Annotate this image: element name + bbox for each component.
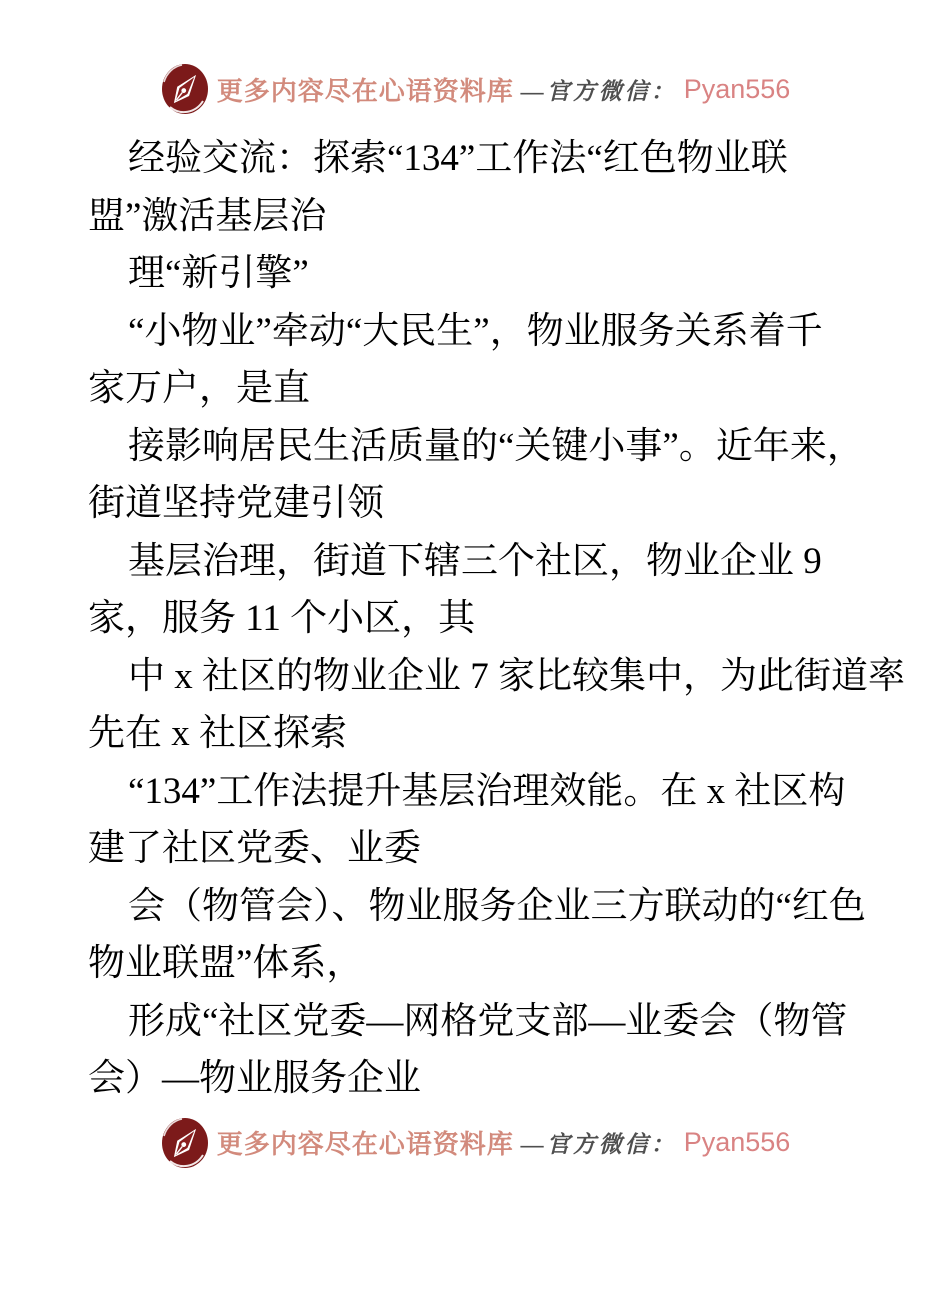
watermark-wechat-id: Pyan556 bbox=[683, 1127, 791, 1157]
pen-nib-logo-icon bbox=[160, 62, 210, 116]
watermark-brand-text: 更多内容尽在心语资料库 bbox=[216, 1130, 514, 1159]
watermark-brand-text: 更多内容尽在心语资料库 bbox=[216, 76, 514, 106]
document-line: 物业联盟”体系， bbox=[88, 943, 364, 984]
document-line: 基层治理，街道下辖三个社区，物业企业 9 bbox=[128, 540, 822, 582]
watermark-wechat-label: —官方微信： bbox=[520, 1132, 677, 1157]
pen-nib-logo-icon bbox=[160, 1116, 210, 1170]
document-line: 形成“社区党委—网格党支部—业委会（物管 bbox=[128, 1000, 848, 1042]
document-line: 盟”激活基层治 bbox=[88, 195, 327, 237]
document-line: 家万户，是直 bbox=[88, 368, 310, 409]
document-line: 理“新引擎” bbox=[128, 253, 309, 294]
watermark-wechat-label: —官方微信： bbox=[520, 78, 677, 104]
page-footer-watermark bbox=[0, 1114, 950, 1172]
document-page bbox=[0, 60, 950, 1290]
watermark-wechat-id: Pyan556 bbox=[683, 73, 791, 104]
document-line: 建了社区党委、业委 bbox=[88, 828, 421, 869]
document-line: 接影响居民生活质量的“关键小事”。近年来， bbox=[128, 425, 864, 467]
document-line: “小物业”牵动“大民生”，物业服务关系着千 bbox=[128, 310, 823, 352]
document-line: 会（物管会）、物业服务企业三方联动的“红色 bbox=[128, 885, 866, 927]
document-line: 先在 x 社区探索 bbox=[88, 713, 347, 754]
document-line: 经验交流：探索“134”工作法“红色物业联 bbox=[128, 138, 788, 179]
document-line: 家，服务 11 个小区，其 bbox=[88, 598, 476, 639]
document-line: “134”工作法提升基层治理效能。在 x 社区构 bbox=[128, 770, 846, 812]
document-line: 会）—物业服务企业 bbox=[88, 1058, 421, 1099]
document-line: 中 x 社区的物业企业 7 家比较集中，为此街道率 bbox=[128, 655, 905, 697]
document-body bbox=[0, 130, 950, 1108]
page-header-watermark bbox=[0, 60, 950, 118]
document-line: 街道坚持党建引领 bbox=[88, 483, 384, 524]
